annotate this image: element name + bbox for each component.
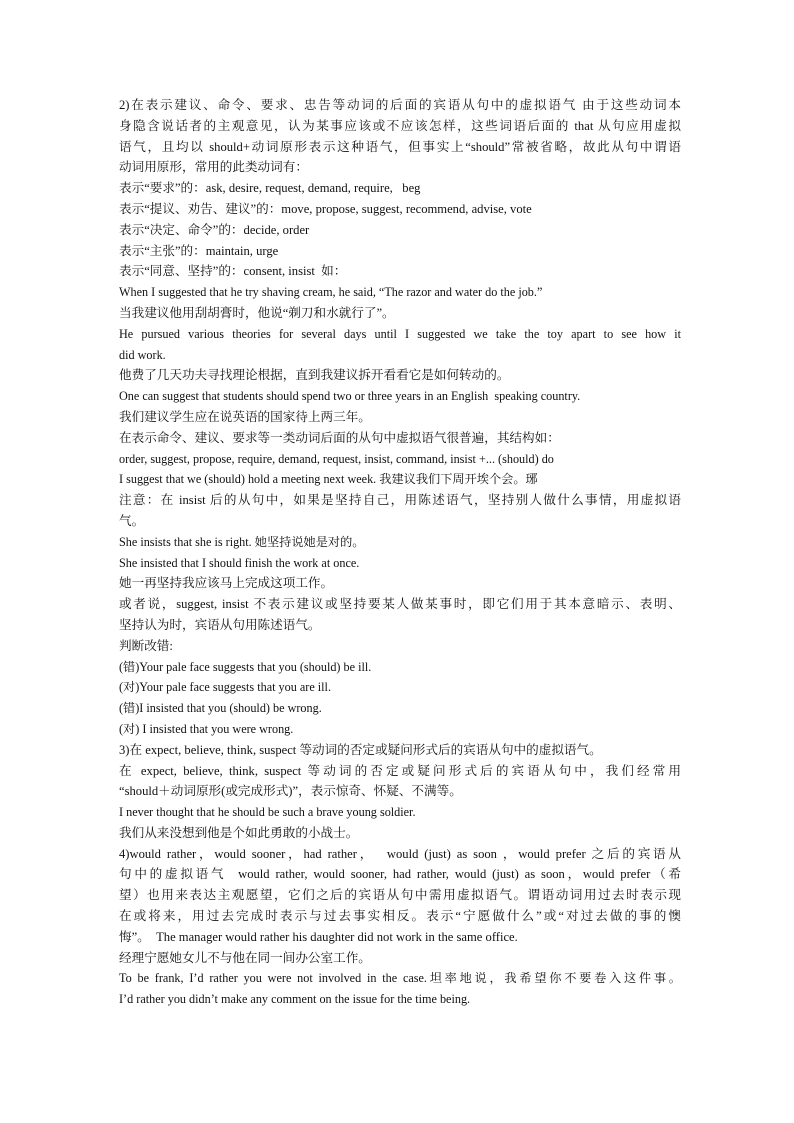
text-line: 表示“同意、坚持”的：consent, insist 如： [119,264,347,279]
text-line: 动词用原形，常用的此类动词有： [119,160,308,175]
text-line: 表示“决定、命令”的：decide, order [119,222,310,237]
text-line: order, suggest, propose, require, demand, request, insist, command, insist +... (should) do [119,451,554,466]
text-line: 在表示命令、建议、要求等一类动词后面的从句中虚拟语气很普遍，其结构如： [119,430,560,445]
document-body [119,95,681,1010]
text-line: 身隐含说话者的主观意见，认为某事应该或不应该怎样，这些词语后面的 that 从句应用虚拟 [119,118,681,133]
text-line: 悔”。 The manager would rather his daughter did not work in the same office. [119,929,518,944]
text-line: 判断改错: [119,638,173,653]
text-line: I suggest that we (should) hold a meeting next week. 我建议我们下周开埃个会。琊 [119,472,538,487]
text-line: One can suggest that students should spend two or three years in an English speaking country. [119,389,581,404]
text-line: 表示“提议、劝告、建议”的：move, propose, suggest, recommend, advise, vote [119,201,532,216]
text-line: did work. [119,347,166,362]
text-line: 他费了几天功夫寻找理论根据，直到我建议拆开看看它是如何转动的。 [119,368,510,383]
text-line: (错)I insisted that you (should) be wrong. [119,701,322,716]
text-line: 在或将来，用过去完成时表示与过去事实相反。表示“宁愿做什么”或“对过去做的事的懊 [119,909,681,924]
text-line: 她一再坚持我应该马上完成这项工作。 [119,576,334,591]
text-line: 我们建议学生应在说英语的国家待上两三年。 [119,409,371,424]
text-line: (错)Your pale face suggests that you (should) be ill. [119,659,372,674]
text-line: When I suggested that he try shaving cream, he said, “The razor and water do the job.” [119,285,543,300]
text-line: “should＋动词原形(或完成形式)”，表示惊奇、怀疑、不满等。 [119,784,462,799]
text-line: He pursued various theories for several days until I suggested we take the toy apart to see how it [119,326,681,341]
text-line: 注意：在 insist 后的从句中，如果是坚持自己，用陈述语气，坚持别人做什么事情，用虚拟语 [119,493,681,508]
text-line: 或者说，suggest, insist 不表示建议或坚持要某人做某事时，即它们用于其本意暗示、表明、 [119,597,681,612]
text-line: (对) I insisted that you were wrong. [119,721,294,736]
text-line: 经理宁愿她女儿不与他在同一间办公室工作。 [119,950,371,965]
text-line: 3)在 expect, believe, think, suspect 等动词的否定或疑问形式后的宾语从句中的虚拟语气。 [119,742,602,757]
text-line: 坚持认为时，宾语从句用陈述语气。 [119,617,321,632]
text-line: 表示“主张”的：maintain, urge [119,243,279,258]
text-line: 在 expect, believe, think, suspect 等动词的否定或疑问形式后的宾语从句中，我们经常用 [119,763,681,778]
text-line: I’d rather you didn’t make any comment on the issue for the time being. [119,992,471,1007]
text-line: 当我建议他用刮胡膏时，他说“剃刀和水就行了”。 [119,305,395,320]
text-line: I never thought that he should be such a brave young soldier. [119,805,416,820]
text-line: (对)Your pale face suggests that you are ill. [119,680,331,695]
text-line: To be frank, I’d rather you were not involved in the case.坦率地说，我希望你不要卷入这件事。 [119,971,681,986]
text-line: 语气，且均以 should+动词原形表示这种语气，但事实上“should”常被省略，故此从句中谓语 [119,139,681,154]
text-line: 望）也用来表达主观愿望，它们之后的宾语从句中需用虚拟语气。谓语动词用过去时表示现 [119,888,681,903]
text-line: 表示“要求”的：ask, desire, request, demand, require, beg [119,181,421,196]
text-line: 气。 [119,513,145,528]
text-line: 句中的虚拟语气 would rather, would sooner, had rather, would (just) as soon，would prefer（希 [119,867,681,882]
text-line: 我们从来没想到他是个如此勇敢的小战士。 [119,825,359,840]
text-line: 4)would rather，would sooner，had rather， would (just) as soon ，would prefer 之后的宾语从 [119,846,681,861]
text-line: 2)在表示建议、命令、要求、忠告等动词的后面的宾语从句中的虚拟语气 由于这些动词本 [119,98,681,112]
text-line: She insisted that I should finish the work at once. [119,555,360,570]
text-line: She insists that she is right. 她坚持说她是对的。 [119,534,365,549]
